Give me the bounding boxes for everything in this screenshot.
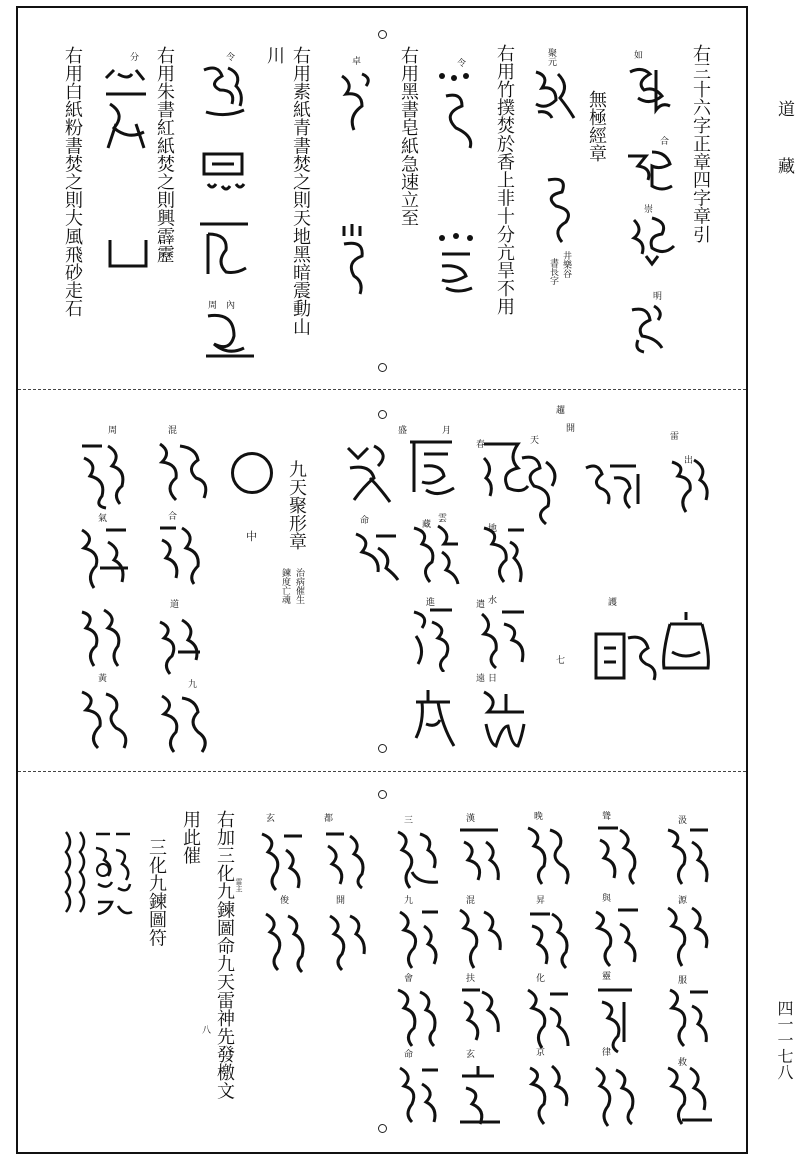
note: 盛 xyxy=(398,426,408,436)
subnote: 鍊度亡魂 xyxy=(280,568,290,604)
talisman-glyph xyxy=(406,518,466,588)
text-line-7: 右用白紙粉書焚之則大風飛砂走石 xyxy=(62,46,83,318)
note: 玄 xyxy=(466,1050,476,1060)
talisman-glyph xyxy=(588,624,658,688)
talisman-glyph xyxy=(526,64,578,124)
text-line-8: 右加三化九鍊圖命九天雷神先發檄文 xyxy=(214,810,235,1100)
text-line-9: 用此催 xyxy=(180,810,201,865)
note: 救 xyxy=(678,1058,688,1068)
talisman-glyph xyxy=(588,820,644,894)
binding-hole xyxy=(378,744,387,753)
talisman-glyph xyxy=(452,902,508,976)
binding-hole xyxy=(378,30,387,39)
talisman-glyph xyxy=(658,608,714,674)
talisman-glyph xyxy=(318,826,374,896)
note: 天 xyxy=(530,436,540,446)
note: 京 xyxy=(536,1048,546,1058)
talisman-glyph xyxy=(390,982,446,1056)
talisman-glyph xyxy=(340,438,396,508)
note: 如 xyxy=(632,50,642,59)
talisman-glyph xyxy=(74,602,134,672)
note: 趯 xyxy=(556,406,566,416)
talisman-glyph xyxy=(322,906,372,976)
talisman-glyph xyxy=(660,1060,716,1134)
talisman-glyph xyxy=(390,822,446,896)
note: 周 xyxy=(108,426,118,436)
text-line-2: 右用竹撲焚於香上非十分亢旱不用 xyxy=(494,44,515,316)
talisman-glyph xyxy=(622,144,678,198)
note: 地 xyxy=(488,524,498,534)
talisman-glyph xyxy=(152,612,208,682)
talisman-glyph xyxy=(194,60,254,130)
talisman-glyph xyxy=(348,526,402,582)
note: 服 xyxy=(678,976,688,986)
note: 崇 xyxy=(642,204,652,213)
talisman-glyph xyxy=(254,826,310,896)
talisman-glyph xyxy=(520,904,576,978)
note: 汲 xyxy=(678,816,688,826)
note: 三 xyxy=(404,816,414,826)
talisman-glyph xyxy=(626,212,680,268)
talisman-glyph xyxy=(74,522,134,596)
talisman-glyph xyxy=(198,144,260,198)
sun-circle xyxy=(231,452,273,494)
talisman-glyph xyxy=(588,1060,644,1134)
text-line-3: 右用黑書皂紙急速立至 xyxy=(398,46,419,227)
note: 合 xyxy=(658,136,668,145)
talisman-glyph xyxy=(336,220,376,300)
note: 月 xyxy=(442,426,452,436)
note: 令 xyxy=(455,58,465,67)
talisman-glyph xyxy=(402,434,460,506)
talisman-glyph xyxy=(104,234,150,274)
note: 九 xyxy=(404,896,414,906)
note: 聚元 xyxy=(546,48,556,66)
text-line-5: 川 xyxy=(264,46,285,65)
note: 明 xyxy=(651,291,661,300)
note: 出 xyxy=(684,456,694,466)
text-line-6: 右用朱書紅紙焚之則興霹靂 xyxy=(154,46,175,264)
talisman-glyph xyxy=(578,456,652,520)
note: 開 xyxy=(336,896,346,906)
talisman-glyph xyxy=(452,1060,508,1134)
note: 命 xyxy=(404,1050,414,1060)
binding-hole xyxy=(378,1124,387,1133)
binding-hole xyxy=(378,363,387,372)
binding-hole xyxy=(378,410,387,419)
note: 扶 xyxy=(466,974,476,984)
note: 律 xyxy=(602,1048,612,1058)
talisman-glyph xyxy=(520,1058,576,1132)
talisman-glyph xyxy=(520,982,576,1056)
talisman-glyph xyxy=(538,170,578,250)
note: 會 xyxy=(404,974,414,984)
note: 混 xyxy=(168,426,178,436)
talisman-glyph xyxy=(664,452,714,522)
talisman-glyph xyxy=(588,902,644,976)
talisman-glyph xyxy=(588,980,644,1054)
talisman-glyph xyxy=(476,520,532,592)
note: 春 xyxy=(476,440,486,450)
text-line-10: 三化九鍊圖符 xyxy=(146,838,167,947)
talisman-glyph xyxy=(390,1060,446,1134)
note: 遣 xyxy=(476,600,486,610)
note: 水 xyxy=(488,596,498,606)
page-number-side: 四一一七八 xyxy=(775,1000,794,1080)
section-divider xyxy=(18,771,746,772)
note: 道 xyxy=(170,600,180,610)
note: 藏 xyxy=(422,520,432,530)
note: 命 xyxy=(360,516,370,526)
note: 合 xyxy=(168,512,178,522)
talisman-glyph xyxy=(408,684,462,754)
talisman-glyph xyxy=(476,684,532,754)
talisman-glyph xyxy=(74,684,134,756)
talisman-glyph xyxy=(660,820,716,894)
note: 漢 xyxy=(466,814,476,824)
note: 遠 xyxy=(476,674,486,684)
section-divider xyxy=(18,389,746,390)
talisman-glyph xyxy=(474,434,530,508)
talisman-glyph xyxy=(660,900,716,974)
talisman-glyph xyxy=(624,300,674,356)
talisman-glyph xyxy=(152,520,208,590)
note: 化 xyxy=(536,974,546,984)
nine-refinement-talisman xyxy=(58,824,138,928)
talisman-glyph xyxy=(390,902,446,976)
talisman-glyph xyxy=(152,436,208,508)
note: 靈 xyxy=(602,972,612,982)
section-heading-jiutian: 九天聚形章 xyxy=(286,460,307,550)
talisman-glyph xyxy=(334,68,378,142)
note: 進 xyxy=(426,598,436,608)
note: 氣 xyxy=(98,514,108,524)
subnote: 治病催生 xyxy=(294,568,304,604)
talisman-glyph xyxy=(194,214,256,284)
talisman-glyph xyxy=(474,604,532,672)
note: 雷主 xyxy=(235,878,243,892)
talisman-glyph xyxy=(452,820,508,894)
note: 與 xyxy=(602,894,612,904)
note: 源 xyxy=(678,896,688,906)
note: 都 xyxy=(324,814,334,824)
note: 雲 xyxy=(438,514,448,524)
note: 內 xyxy=(226,301,236,311)
talisman-glyph xyxy=(622,62,678,118)
text-line-1: 右三十六字正章四字章引 xyxy=(690,44,711,244)
talisman-glyph xyxy=(74,436,134,512)
scripture-page xyxy=(16,6,748,1154)
talisman-glyph xyxy=(258,906,314,982)
note: 周 xyxy=(208,301,218,311)
note: 護 xyxy=(608,598,618,608)
note: 混 xyxy=(466,896,476,906)
text-line-4: 右用素紙青書焚之則天地黑暗震動山 xyxy=(290,46,311,336)
book-title-side: 道藏 xyxy=(774,100,794,214)
note: 九 xyxy=(188,680,198,690)
talisman-glyph xyxy=(96,64,156,154)
page-mark: 八 xyxy=(202,1026,212,1036)
talisman-glyph xyxy=(432,68,478,158)
note: 玄 xyxy=(266,814,276,824)
note: 昇 xyxy=(536,896,546,906)
note: 卓 xyxy=(350,56,360,65)
binding-hole xyxy=(378,790,387,799)
note: 雷 xyxy=(670,432,680,442)
note: 井樂谷 xyxy=(561,251,571,278)
page-mark: 七 xyxy=(556,656,566,666)
section-heading-wuji: 無極經章 xyxy=(586,90,607,162)
note: 俊 xyxy=(280,896,290,906)
talisman-glyph xyxy=(152,688,208,758)
note: 晚 xyxy=(534,812,544,822)
talisman-glyph xyxy=(198,308,258,364)
note: 黃 xyxy=(98,674,108,684)
note: 令 xyxy=(224,52,234,61)
talisman-glyph xyxy=(406,602,460,672)
center-char: 中 xyxy=(246,530,257,543)
note: 開 xyxy=(566,424,576,434)
talisman-glyph xyxy=(520,820,576,894)
note: 書長字 xyxy=(548,258,558,285)
note: 分 xyxy=(128,52,138,61)
note: 聳 xyxy=(602,812,612,822)
talisman-glyph xyxy=(660,980,716,1054)
note: 日 xyxy=(488,674,498,684)
talisman-glyph xyxy=(432,230,482,304)
talisman-glyph xyxy=(452,982,508,1056)
